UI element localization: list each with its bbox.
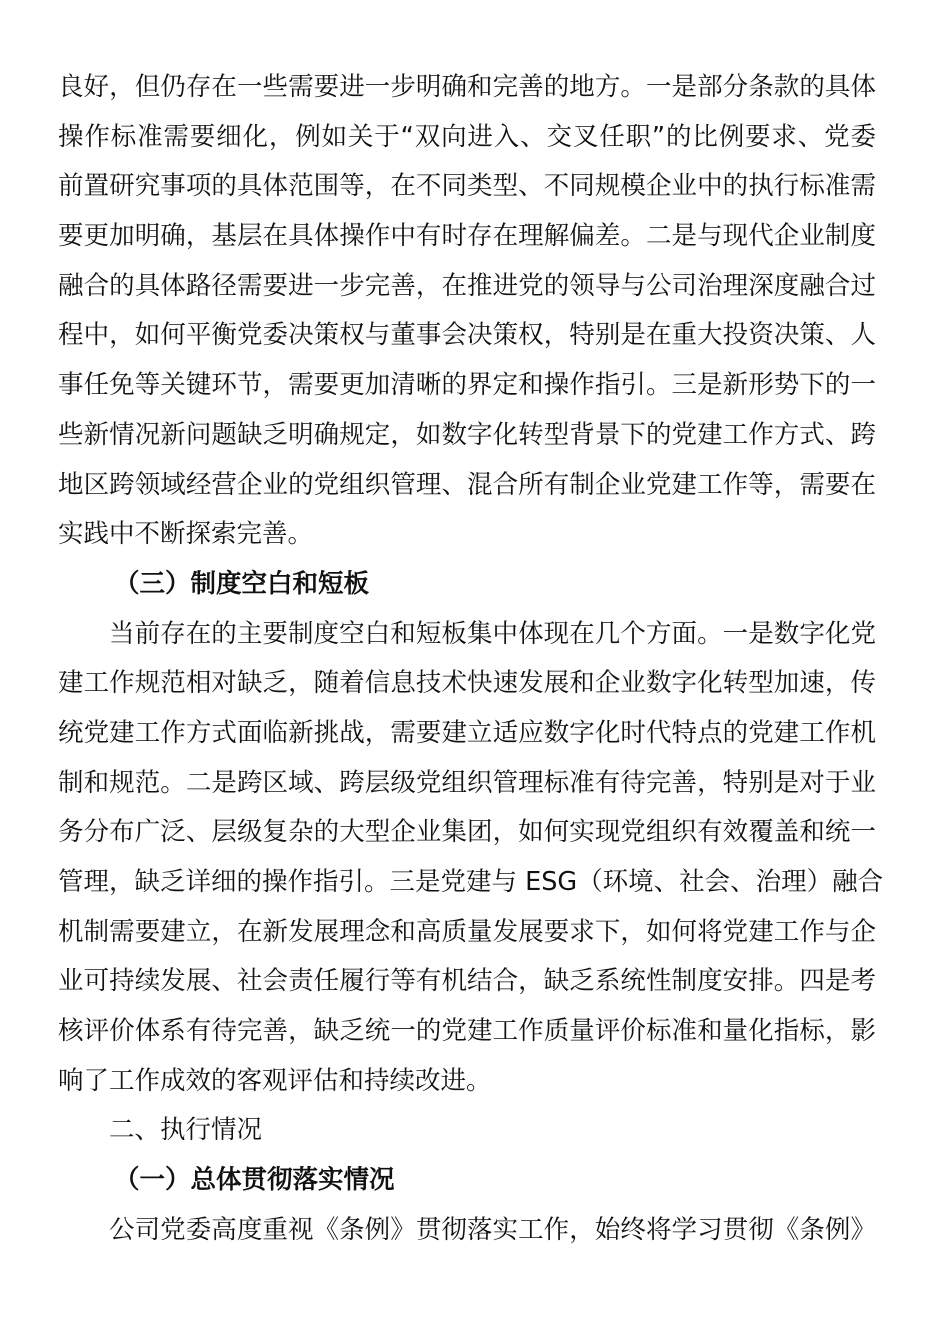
- text-line: 事任免等关键环节，需要更加清晰的界定和操作指引。三是新形势下的一: [58, 370, 876, 401]
- text-line: 当前存在的主要制度空白和短板集中体现在几个方面。一是数字化党: [109, 618, 876, 649]
- paragraph-overall-implementation: [58, 1206, 876, 1256]
- text-line: 公司党委高度重视《条例》贯彻落实工作，始终将学习贯彻《条例》: [109, 1214, 876, 1245]
- text-line: 实践中不断探索完善。: [58, 519, 314, 550]
- text-line: 建工作规范相对缺乏，随着信息技术快速发展和企业数字化转型加速，传: [58, 668, 876, 699]
- text-line: 操作标准需要细化，例如关于“双向进入、交叉任职”的比例要求、党委: [58, 121, 876, 152]
- text-line: 响了工作成效的客观评估和持续改进。: [58, 1065, 492, 1096]
- document-page: [58, 63, 884, 1256]
- text-line: 地区跨领域经营企业的党组织管理、混合所有制企业党建工作等，需要在: [58, 469, 876, 500]
- text-line: 良好，但仍存在一些需要进一步明确和完善的地方。一是部分条款的具体: [58, 72, 876, 102]
- text-line: 核评价体系有待完善，缺乏统一的党建工作质量评价标准和量化指标，影: [58, 1016, 876, 1047]
- text-line: 统党建工作方式面临新挑战，需要建立适应数字化时代特点的党建工作机: [58, 717, 876, 748]
- text-line: 些新情况新问题缺乏明确规定，如数字化转型背景下的党建工作方式、跨: [58, 419, 876, 450]
- text-line: 融合的具体路径需要进一步完善，在推进党的领导与公司治理深度融合过: [58, 270, 876, 301]
- section-heading-execution: 二、执行情况: [109, 1115, 263, 1146]
- text-line: 制和规范。二是跨区域、跨层级党组织管理标准有待完善，特别是对于业: [58, 767, 876, 798]
- paragraph-institutional-gaps: [58, 610, 884, 1107]
- text-line: 程中，如何平衡党委决策权与董事会决策权，特别是在重大投资决策、人: [58, 320, 876, 351]
- text-line: 前置研究事项的具体范围等，在不同类型、不同规模企业中的执行标准需: [58, 171, 876, 202]
- text-line: 管理，缺乏详细的操作指引。三是党建与 ESG（环境、社会、治理）融合: [58, 867, 884, 897]
- text-line: 业可持续发展、社会责任履行等有机结合，缺乏系统性制度安排。四是考: [58, 966, 876, 997]
- subheading-institutional-gaps: （三）制度空白和短板: [114, 568, 370, 599]
- text-line: 机制需要建立，在新发展理念和高质量发展要求下，如何将党建工作与企: [58, 916, 876, 947]
- text-line: 务分布广泛、层级复杂的大型企业集团，如何实现党组织有效覆盖和统一: [58, 817, 876, 848]
- text-line: 要更加明确，基层在具体操作中有时存在理解偏差。二是与现代企业制度: [58, 221, 876, 252]
- paragraph-continued: [58, 63, 876, 560]
- subheading-overall-implementation: （一）总体贯彻落实情况: [114, 1165, 395, 1196]
